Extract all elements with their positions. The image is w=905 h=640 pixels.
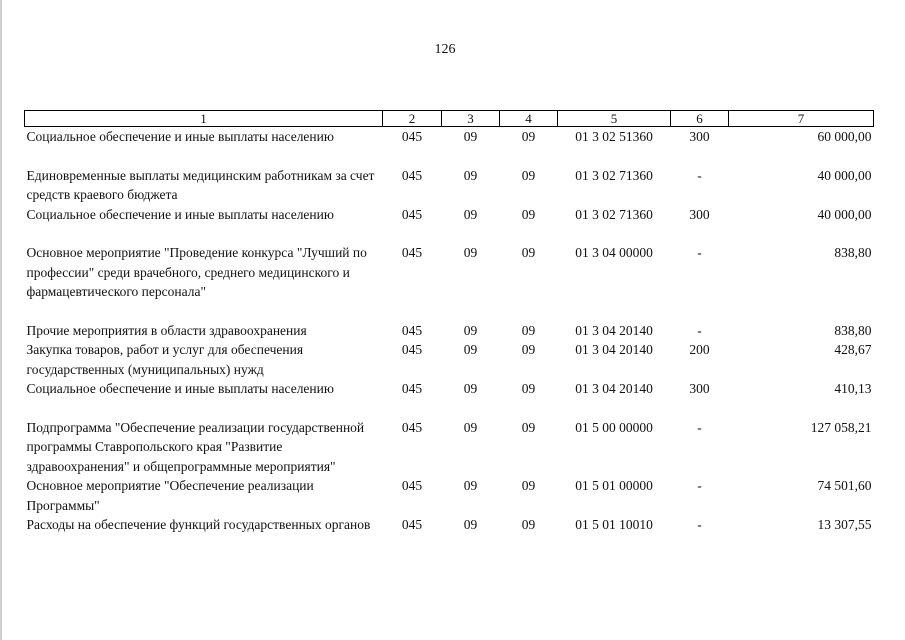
row-amount: 60 000,00 (817, 129, 872, 144)
header-col-3: 3 (442, 111, 500, 127)
row-code-4: 09 (521, 517, 536, 532)
page-edge (0, 0, 2, 640)
spacer-row (25, 147, 874, 166)
row-name: Подпрограмма "Обеспечение реализации государственной программы Ставропольского края "Развитие здравоохранения" и общепрограммные мероприятия" (26, 419, 365, 474)
table-row (25, 243, 874, 302)
row-code-5: 01 5 01 10010 (575, 517, 653, 532)
row-name: Расходы на обеспечение функций государственных органов (26, 517, 371, 532)
header-col-4: 4 (500, 111, 558, 127)
row-code-5: 01 3 04 20140 (575, 342, 653, 357)
row-code-6: - (697, 245, 702, 260)
row-code-6: - (697, 517, 702, 532)
row-code-5: 01 5 01 00000 (575, 478, 653, 493)
row-code-6: - (697, 419, 702, 435)
page-number: 126 (434, 42, 456, 57)
header-col-1: 1 (25, 111, 383, 127)
row-name: Закупка товаров, работ и услуг для обеспечения государственных (муниципальных) нужд (26, 342, 304, 377)
header-col-5: 5 (558, 111, 671, 127)
row-name: Прочие мероприятия в области здравоохранения (26, 322, 307, 338)
row-code-5: 01 3 02 71360 (575, 167, 653, 183)
row-code-2: 045 (401, 342, 423, 357)
row-code-6: - (697, 167, 702, 183)
spacer-row (25, 399, 874, 418)
row-code-6: 300 (689, 381, 710, 396)
row-code-4: 09 (521, 419, 536, 435)
row-code-5: 01 3 04 20140 (575, 322, 653, 338)
table-row (25, 476, 874, 515)
row-code-3: 09 (463, 206, 478, 222)
row-name: Социальное обеспечение и иные выплаты населению (26, 381, 334, 396)
table-row (25, 379, 874, 399)
row-name: Основное мероприятие "Проведение конкурса "Лучший по профессии" среди врачебного, среднего медицинского и фармацевтического персонала" (26, 245, 367, 299)
row-code-5: 01 3 04 00000 (575, 245, 653, 260)
row-code-6: - (697, 478, 702, 493)
header-col-2: 2 (383, 111, 442, 127)
row-amount: 838,80 (834, 245, 872, 260)
spacer-row (25, 224, 874, 243)
row-code-3: 09 (463, 245, 478, 260)
row-code-2: 045 (401, 419, 423, 435)
row-code-5: 01 3 02 71360 (575, 206, 653, 222)
header-col-6: 6 (671, 111, 729, 127)
row-amount: 410,13 (834, 381, 872, 396)
row-code-2: 045 (401, 206, 423, 222)
row-code-5: 01 5 00 00000 (575, 419, 653, 435)
row-code-2: 045 (401, 322, 423, 338)
row-amount: 127 058,21 (810, 419, 872, 435)
table-row (25, 321, 874, 341)
row-code-6: 200 (689, 342, 710, 357)
row-code-4: 09 (521, 478, 536, 493)
row-amount: 428,67 (834, 342, 872, 357)
table-row (25, 127, 874, 147)
table-row (25, 515, 874, 535)
spacer-row (25, 302, 874, 321)
row-code-6: - (697, 322, 702, 338)
row-code-5: 01 3 04 20140 (575, 381, 653, 396)
row-amount: 13 307,55 (817, 517, 872, 532)
row-code-3: 09 (463, 167, 478, 183)
row-code-2: 045 (401, 517, 423, 532)
row-amount: 74 501,60 (817, 478, 872, 493)
row-code-4: 09 (521, 322, 536, 338)
table-row (25, 205, 874, 225)
row-name: Основное мероприятие "Обеспечение реализации Программы" (26, 478, 314, 513)
row-code-2: 045 (401, 167, 423, 183)
row-code-4: 09 (521, 206, 536, 222)
row-code-2: 045 (401, 478, 423, 493)
row-code-3: 09 (463, 478, 478, 493)
row-code-3: 09 (463, 381, 478, 396)
row-code-2: 045 (401, 129, 423, 144)
row-code-3: 09 (463, 342, 478, 357)
row-name: Социальное обеспечение и иные выплаты населению (26, 206, 334, 222)
table-row (25, 340, 874, 379)
row-amount: 838,80 (834, 322, 872, 338)
row-code-3: 09 (463, 129, 478, 144)
table-row (25, 418, 874, 477)
budget-table (24, 110, 874, 535)
row-code-3: 09 (463, 419, 478, 435)
row-amount: 40 000,00 (817, 167, 872, 183)
header-col-7: 7 (729, 111, 874, 127)
row-code-5: 01 3 02 51360 (575, 129, 653, 144)
row-name: Единовременные выплаты медицинским работникам за счет средств краевого бюджета (26, 167, 375, 202)
row-code-3: 09 (463, 322, 478, 338)
row-code-4: 09 (521, 381, 536, 396)
table-row (25, 166, 874, 205)
row-code-4: 09 (521, 167, 536, 183)
row-code-4: 09 (521, 342, 536, 357)
row-code-6: 300 (689, 206, 710, 222)
row-code-4: 09 (521, 245, 536, 260)
row-code-3: 09 (463, 517, 478, 532)
table-header-row (25, 111, 874, 127)
row-name: Социальное обеспечение и иные выплаты населению (26, 129, 334, 144)
row-amount: 40 000,00 (817, 206, 872, 222)
row-code-2: 045 (401, 245, 423, 260)
row-code-4: 09 (521, 129, 536, 144)
row-code-2: 045 (401, 381, 423, 396)
row-code-6: 300 (689, 129, 710, 144)
